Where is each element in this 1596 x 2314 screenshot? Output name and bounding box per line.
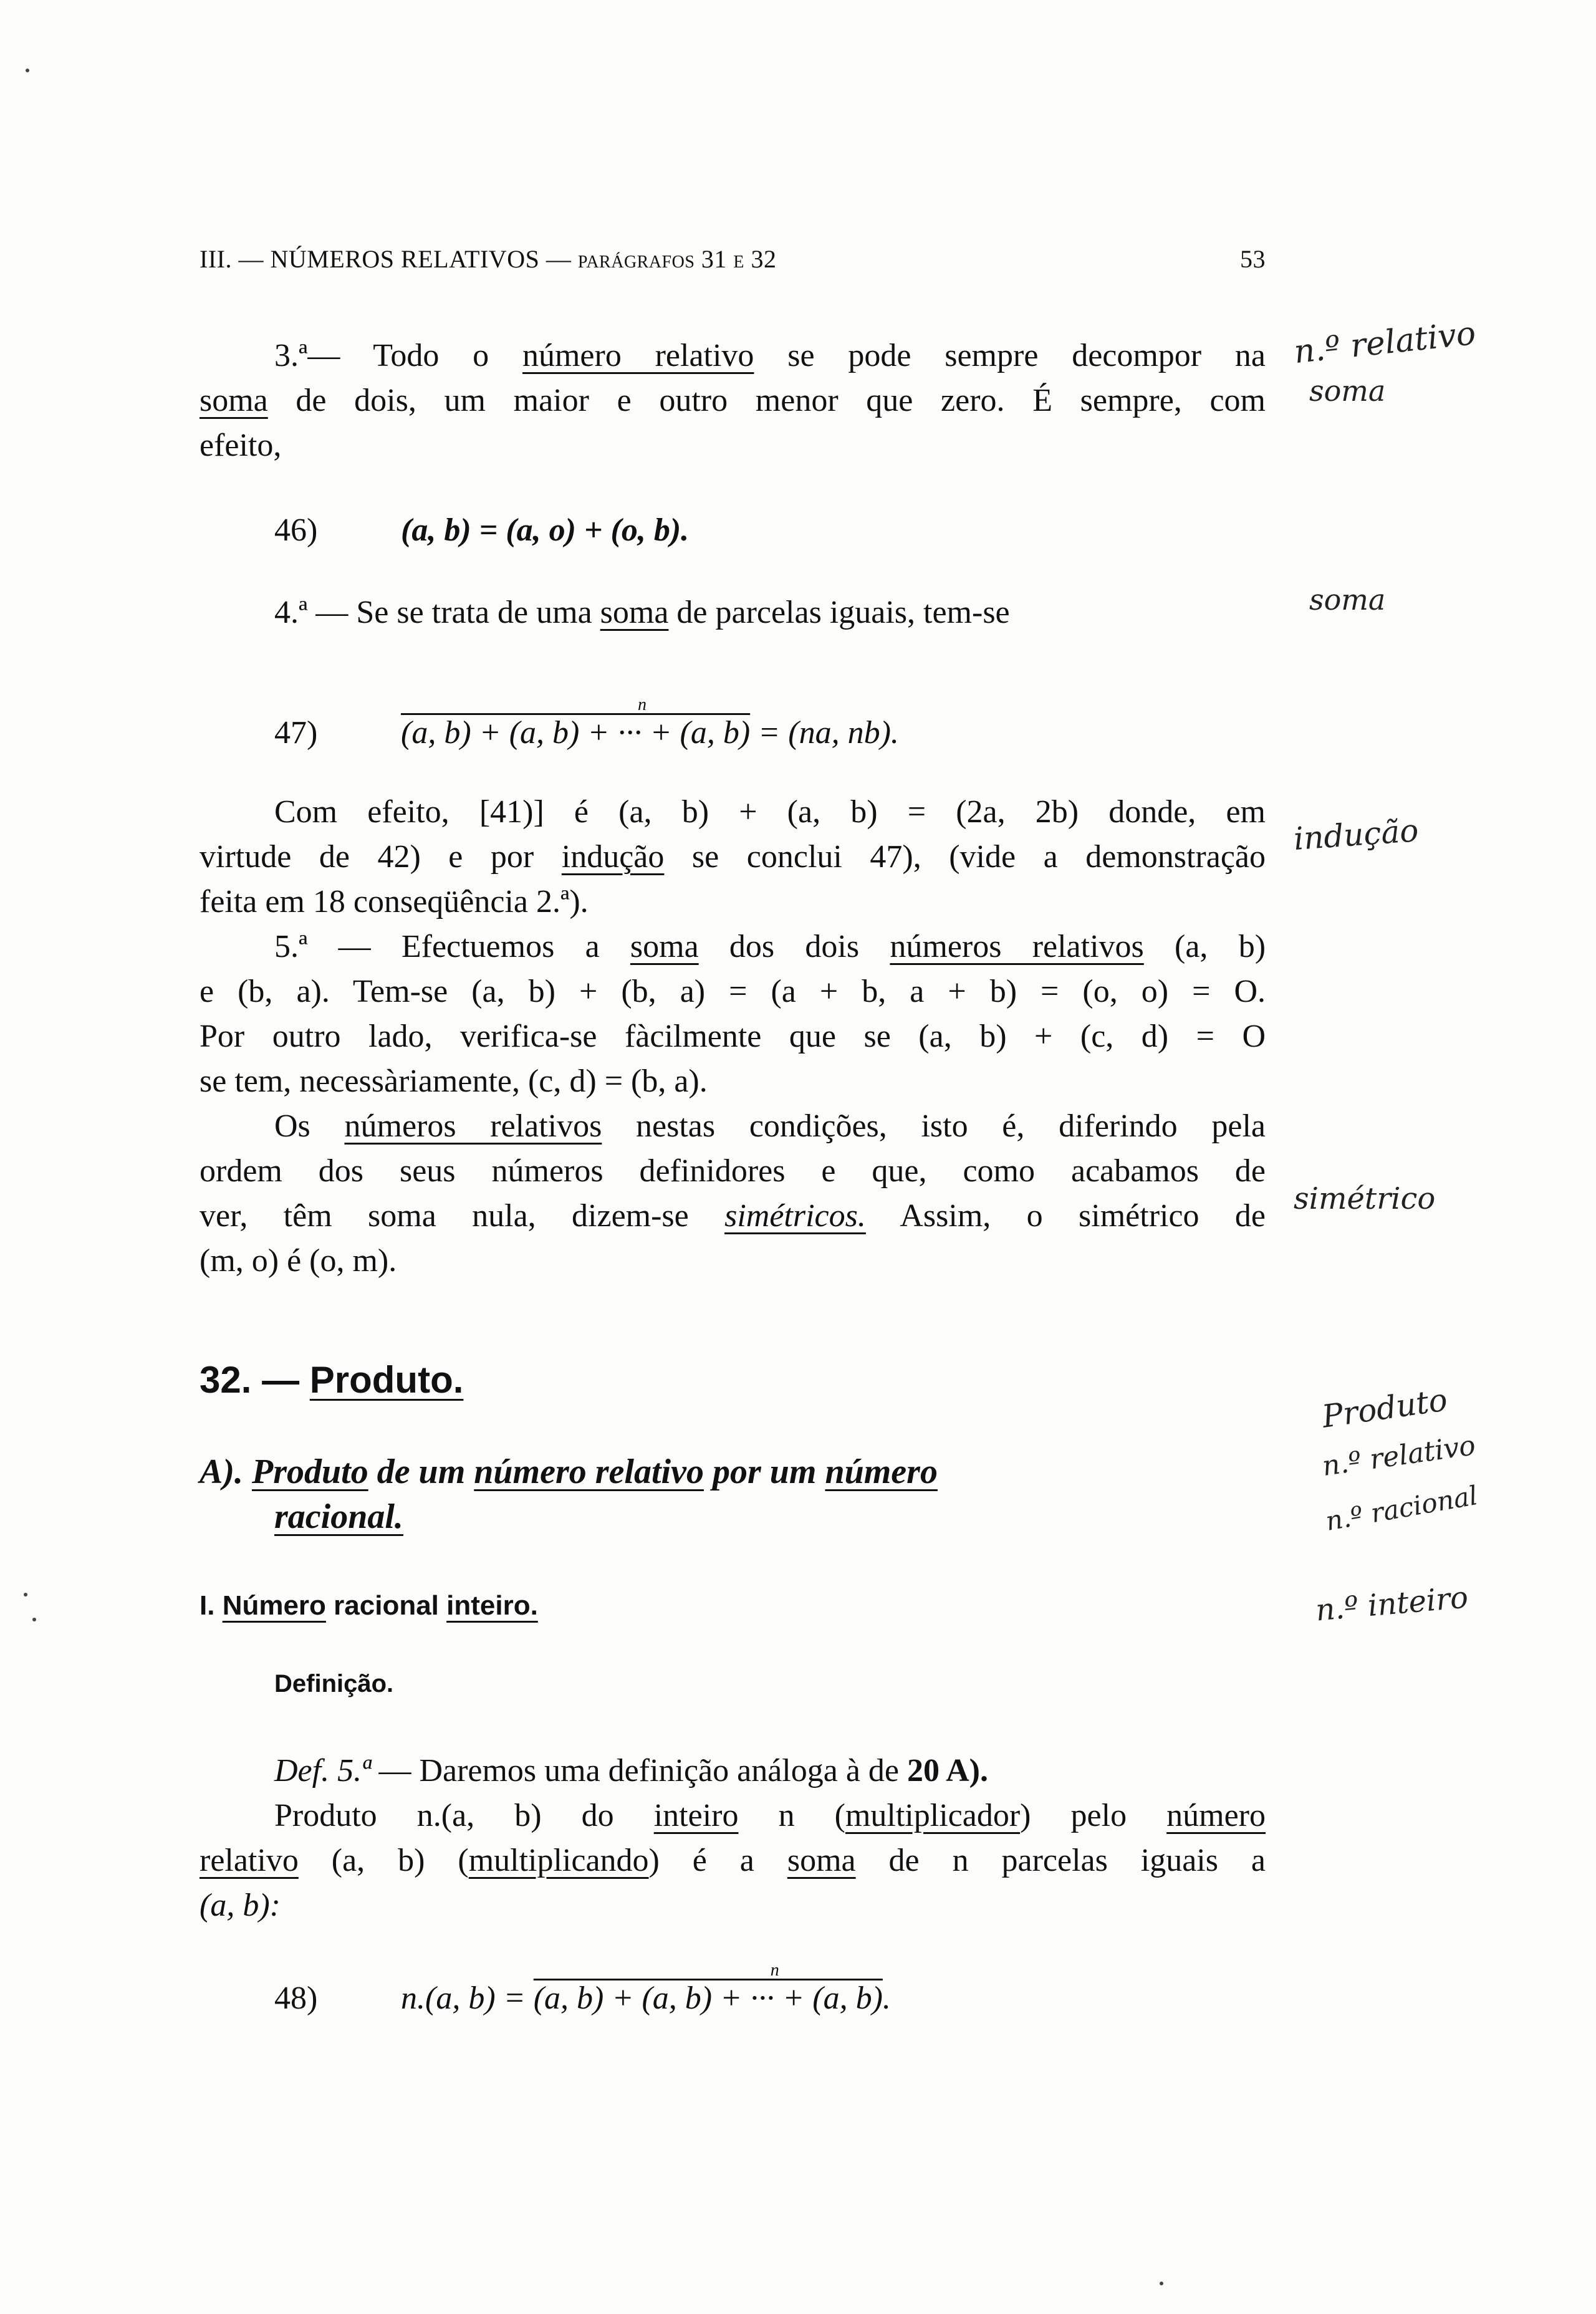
proof-line-2: virtude de 42) e por indução se conclui 47), (vide a demonstração <box>200 839 1266 875</box>
equation-48: 48) n.(a, b) = n (a, b) + (a, b) + ··· + (a, b). <box>200 1976 1340 2021</box>
paragraph-3-line-3: efeito, <box>200 428 282 463</box>
paragraph-6-line-1: Os números relativos nestas condições, isto é, diferindo pela <box>274 1108 1266 1144</box>
overbrace-count: n <box>638 695 647 714</box>
margin-note: soma <box>1309 583 1386 617</box>
product-line-1: Produto n.(a, b) do inteiro n (multiplicador) pelo número <box>274 1798 1266 1833</box>
paragraph-6-line-4: (m, o) é (o, m). <box>200 1243 397 1279</box>
product-line-3: (a, b): <box>200 1888 281 1923</box>
overbrace-sum: (a, b) + (a, b) + ··· + (a, b) <box>533 1980 883 2016</box>
subsection-a-line-2: racional. <box>274 1497 403 1536</box>
overbrace-count: n <box>770 1961 779 1980</box>
scan-speck <box>1160 2282 1163 2285</box>
paragraph-5-line-2: e (b, a). Tem-se (a, b) + (b, a) = (a + b, a + b) = (o, o) = O. <box>200 974 1266 1009</box>
equation-46 <box>200 508 1340 553</box>
subsection-a-line-1: A). Produto de um número relativo por um número <box>200 1452 938 1491</box>
subsection-i: I. Número racional inteiro. <box>200 1590 538 1621</box>
section-heading: 32. — Produto. <box>200 1359 464 1401</box>
running-header <box>200 237 1266 282</box>
paragraph-5-line-4: se tem, necessàriamente, (c, d) = (b, a). <box>200 1063 708 1099</box>
equation-label: 48) <box>274 1980 318 2016</box>
paragraph-5-line-3: Por outro lado, verifica-se fàcilmente que se (a, b) + (c, d) = O <box>200 1019 1266 1054</box>
scan-speck <box>26 69 29 72</box>
equation-formula: (a, b) = (a, o) + (o, b). <box>401 512 690 548</box>
margin-note: soma <box>1309 374 1386 408</box>
paragraph-4: 4.ª — Se se trata de uma soma de parcelas iguais, tem-se <box>274 595 1010 630</box>
equation-lhs: n.(a, b) = <box>401 1980 534 2016</box>
scan-speck <box>24 1593 27 1596</box>
paragraph-6-line-2: ordem dos seus números definidores e que, como acabamos de <box>200 1153 1266 1189</box>
margin-note: n.º relativo <box>1320 1429 1478 1482</box>
definition-heading: Definição. <box>274 1670 394 1697</box>
equation-result: = (na, nb). <box>750 715 899 751</box>
paragraph-3-line-1: 3.ª— Todo o número relativo se pode sempre decompor na <box>274 338 1266 373</box>
proof-line-1: Com efeito, [41)] é (a, b) + (a, b) = (2a, 2b) donde, em <box>274 794 1266 830</box>
definition-5: Def. 5.ª — Daremos uma definição análoga à de 20 A). <box>274 1753 988 1788</box>
margin-note: n.º inteiro <box>1314 1580 1470 1628</box>
margin-note: Produto <box>1319 1381 1450 1435</box>
equation-label: 46) <box>274 512 318 548</box>
product-line-2: relativo (a, b) (multiplicando) é a soma de n parcelas iguais a <box>200 1843 1266 1878</box>
header-title: III. — NÚMEROS RELATIVOS — parágrafos 31 e 32 <box>200 245 777 273</box>
scan-speck <box>32 1618 36 1621</box>
margin-note: simétrico <box>1294 1181 1436 1216</box>
equation-label: 47) <box>274 715 318 751</box>
paragraph-5-line-1: 5.ª — Efectuemos a soma dos dois números relativos (a, b) <box>274 929 1266 964</box>
overbrace-sum: (a, b) + (a, b) + ··· + (a, b) <box>401 715 751 751</box>
paragraph-6-line-3: ver, têm soma nula, dizem-se simétricos. Assim, o simétrico de <box>200 1198 1266 1234</box>
paragraph-3-line-2: soma de dois, um maior e outro menor que zero. É sempre, com <box>200 383 1266 418</box>
proof-line-3: feita em 18 conseqüência 2.ª). <box>200 884 589 919</box>
margin-note: n.º racional <box>1323 1479 1480 1537</box>
margin-note: n.º relativo <box>1292 314 1478 372</box>
margin-note: indução <box>1292 812 1420 857</box>
page-number: 53 <box>1240 245 1266 273</box>
equation-47 <box>200 695 1340 756</box>
